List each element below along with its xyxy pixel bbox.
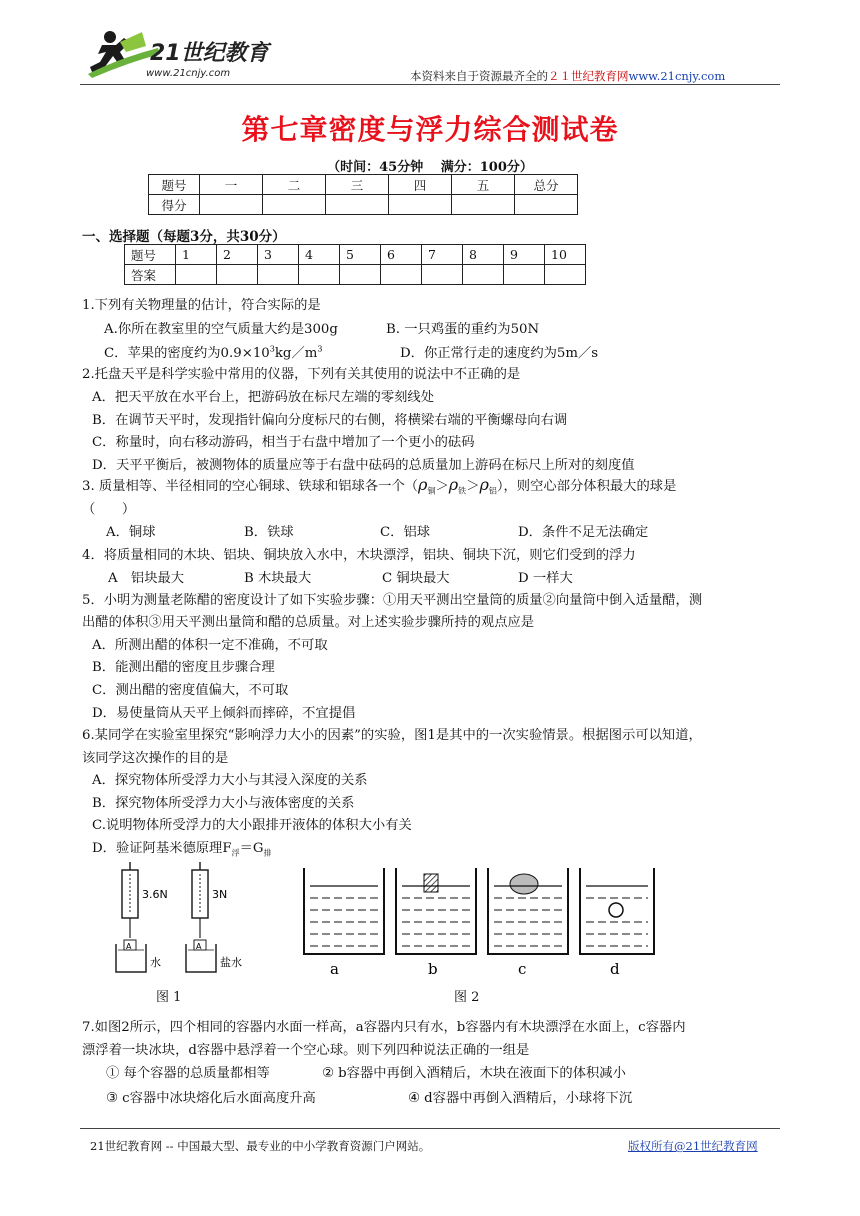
answer-cell: 3 <box>258 245 299 265</box>
answer-cell: 9 <box>504 245 545 265</box>
rho-symbol: ρ <box>418 475 428 494</box>
answer-cell: 2 <box>217 245 258 265</box>
answer-cell: 1 <box>176 245 217 265</box>
score-cell: 五 <box>452 175 515 195</box>
score-cell: 总分 <box>515 175 578 195</box>
footer-text: 21世纪教育网 -- 中国最大型、最专业的中小学教育资源门户网站。 <box>90 1139 431 1153</box>
option-6c: C.说明物体所受浮力的大小跟排开液体的体积大小有关 <box>92 818 412 833</box>
option-1b: B. 一只鸡蛋的重约为50N <box>386 322 540 337</box>
question-6-cont: 该同学这次操作的目的是 <box>82 751 229 766</box>
spring-scale-right <box>192 862 208 938</box>
option-2d: D．天平平衡后，被测物体的质量应等于右盘中砝码的总质量加上游码在标尺上所对的刻度值 <box>92 458 635 473</box>
statement-3: ③ c容器中冰块熔化后水面高度升高 <box>106 1091 316 1106</box>
source-url-link[interactable]: www.21cnjy.com <box>628 69 726 83</box>
footer-divider <box>80 1128 780 1129</box>
figure-2 <box>296 862 660 980</box>
answer-input-cell[interactable] <box>217 265 258 285</box>
answer-input-cell[interactable] <box>381 265 422 285</box>
question-3-text: 3. 质量相等、半径相同的空心铜球、铁球和铝球各一个（ <box>82 479 419 494</box>
option-4d: D 一样大 <box>518 571 573 586</box>
option-6b: B．探究物体所受浮力大小与液体密度的关系 <box>92 796 355 811</box>
answer-table-answer-row <box>125 265 586 285</box>
rho-subscript-iron: 铁 <box>458 486 467 496</box>
option-5d: D．易使量筒从天平上倾斜而摔碎，不宜提倡 <box>92 706 356 721</box>
greater-than: ＞ <box>466 479 480 494</box>
statement-2: ② b容器中再倒入酒精后，木块在液面下的体积减小 <box>322 1066 626 1081</box>
score-table <box>148 174 578 215</box>
option-3c: C．铝球 <box>380 525 431 540</box>
statement-1: ① 每个容器的总质量都相等 <box>106 1066 270 1081</box>
site-logo <box>80 28 300 86</box>
logo-url-text: www.21cnjy.com <box>146 68 231 79</box>
score-table-score-row <box>149 195 578 215</box>
answer-cell: 7 <box>422 245 463 265</box>
spring-scale-left <box>122 862 138 938</box>
question-5: 5．小明为测量老陈醋的密度设计了如下实验步骤：①用天平测出空量筒的质量②向量筒中倒入适量醋，测 <box>82 593 703 608</box>
option-6a: A．探究物体所受浮力大小与其浸入深度的关系 <box>92 773 368 788</box>
container-b <box>396 868 476 954</box>
subscript-buoyancy: 浮 <box>231 848 240 858</box>
answer-input-cell[interactable] <box>463 265 504 285</box>
block-tag-right: A <box>196 942 202 951</box>
option-1c <box>104 342 322 361</box>
logo-main-text: 21世纪教育 <box>150 41 269 66</box>
answer-cell: 答案 <box>125 265 176 285</box>
container-a <box>304 868 384 954</box>
liquid-label-saltwater: 盐水 <box>220 956 242 969</box>
option-4b: B 木块最大 <box>244 571 312 586</box>
score-cell: 得分 <box>149 195 200 215</box>
label-a: a <box>330 960 339 978</box>
answer-table-header-row <box>125 245 586 265</box>
label-d: d <box>610 960 620 978</box>
answer-paren: （ ） <box>82 502 136 517</box>
option-5a: A．所测出醋的体积一定不准确，不可取 <box>92 638 328 653</box>
rho-symbol: ρ <box>448 475 459 494</box>
question-7: 7.如图2所示，四个相同的容器内水面一样高，a容器内只有水，b容器内有木块漂浮在水面上，c容器内 <box>82 1020 686 1035</box>
question-7-cont: 漂浮着一块冰块，d容器中悬浮着一个空心球。则下列四种说法正确的一组是 <box>82 1043 530 1058</box>
option-2b: B．在调节天平时，发现指针偏向分度标尺的右侧，将横梁右端的平衡螺母向右调 <box>92 413 568 428</box>
answer-cell: 8 <box>463 245 504 265</box>
score-input-cell[interactable] <box>389 195 452 215</box>
question-4: 4．将质量相同的木块、铝块、铜块放入水中，木块漂浮，铝块、铜块下沉，则它们受到的浮力 <box>82 548 636 563</box>
answer-input-cell[interactable] <box>176 265 217 285</box>
option-1c-exponent: 3 <box>269 344 275 354</box>
option-4c: C 铜块最大 <box>382 571 450 586</box>
source-prefix: 本资料来自于资源最齐全的 <box>410 69 548 83</box>
rho-subscript-aluminum: 铝 <box>488 486 497 496</box>
option-2c: C．称量时，向右移动游码，相当于右盘中增加了一个更小的砝码 <box>92 435 475 450</box>
answer-input-cell[interactable] <box>545 265 586 285</box>
question-6: 6.某同学在实验室里探究“影响浮力大小的因素”的实验，图1是其中的一次实验情景。根据图示可以知道， <box>82 728 702 743</box>
runner-logo-icon <box>80 28 300 86</box>
score-input-cell[interactable] <box>263 195 326 215</box>
figure-1 <box>112 860 292 980</box>
score-input-cell[interactable] <box>326 195 389 215</box>
section-heading: 一、选择题（每题3分，共30分） <box>82 229 286 245</box>
question-2: 2.托盘天平是科学实验中常用的仪器，下列有关其使用的说法中不正确的是 <box>82 367 521 382</box>
rho-symbol: ρ <box>479 475 489 494</box>
reading-right: 3N <box>212 888 228 901</box>
option-6d-text: D．验证阿基米德原理F <box>92 841 232 856</box>
answer-input-cell[interactable] <box>504 265 545 285</box>
option-1a: A.你所在教室里的空气质量大约是300g <box>104 322 338 337</box>
option-1c-text: C．苹果的密度约为0.9×10 <box>104 346 270 361</box>
copyright-link[interactable]: 版权所有@21世纪教育网 <box>628 1139 758 1153</box>
option-5c: C．测出醋的密度值偏大，不可取 <box>92 683 289 698</box>
score-cell: 三 <box>326 175 389 195</box>
figure-2-caption: 图 2 <box>454 990 480 1005</box>
option-1c-unit-exponent: 3 <box>317 344 323 354</box>
score-input-cell[interactable] <box>200 195 263 215</box>
answer-cell: 6 <box>381 245 422 265</box>
score-cell: 四 <box>389 175 452 195</box>
question-5-cont: 出醋的体积③用天平测出量筒和醋的总质量。对上述实验步骤所持的观点应是 <box>82 615 535 630</box>
option-3a: A．铜球 <box>106 525 156 540</box>
label-c: c <box>518 960 527 978</box>
score-input-cell[interactable] <box>515 195 578 215</box>
answer-input-cell[interactable] <box>422 265 463 285</box>
block-tag-left: A <box>126 942 132 951</box>
container-d <box>580 868 654 954</box>
question-3-tail: ），则空心部分体积最大的球是 <box>496 479 677 494</box>
question-3 <box>82 475 676 497</box>
answer-input-cell[interactable] <box>340 265 381 285</box>
answer-cell: 4 <box>299 245 340 265</box>
score-input-cell[interactable] <box>452 195 515 215</box>
option-4a: A 铝块最大 <box>108 571 185 586</box>
score-cell: 一 <box>200 175 263 195</box>
statement-4: ④ d容器中再倒入酒精后，小球将下沉 <box>408 1091 633 1106</box>
liquid-label-water: 水 <box>150 956 161 969</box>
option-1c-unit: kg／m <box>274 346 318 361</box>
source-site-link[interactable]: ２１世纪教育网 <box>548 69 629 83</box>
equals-g: ＝G <box>239 841 264 856</box>
header-source <box>410 68 725 84</box>
header-divider <box>80 84 780 85</box>
answer-cell: 题号 <box>125 245 176 265</box>
score-table-header-row <box>149 175 578 195</box>
option-5b: B．能测出醋的密度且步骤合理 <box>92 660 275 675</box>
exam-subtitle: （时间：45分钟 满分：100分） <box>327 160 533 175</box>
subscript-displaced: 排 <box>263 848 272 858</box>
option-3d: D．条件不足无法确定 <box>518 525 649 540</box>
answer-table <box>124 244 586 285</box>
label-b: b <box>428 960 438 978</box>
page-title: 第七章密度与浮力综合测试卷 <box>241 113 619 146</box>
option-3b: B．铁球 <box>244 525 294 540</box>
figure-1-caption: 图 1 <box>156 990 182 1005</box>
score-cell: 题号 <box>149 175 200 195</box>
option-6d <box>92 837 271 859</box>
answer-cell: 5 <box>340 245 381 265</box>
greater-than: ＞ <box>435 479 449 494</box>
reading-left: 3.6N <box>142 888 168 901</box>
answer-input-cell[interactable] <box>299 265 340 285</box>
score-cell: 二 <box>263 175 326 195</box>
option-2a: A．把天平放在水平台上，把游码放在标尺左端的零刻线处 <box>92 390 435 405</box>
question-1: 1.下列有关物理量的估计，符合实际的是 <box>82 298 321 313</box>
rho-subscript-copper: 铜 <box>427 486 436 496</box>
answer-input-cell[interactable] <box>258 265 299 285</box>
answer-cell: 10 <box>545 245 586 265</box>
container-c <box>488 868 568 954</box>
option-1d: D．你正常行走的速度约为5m／s <box>400 346 599 361</box>
